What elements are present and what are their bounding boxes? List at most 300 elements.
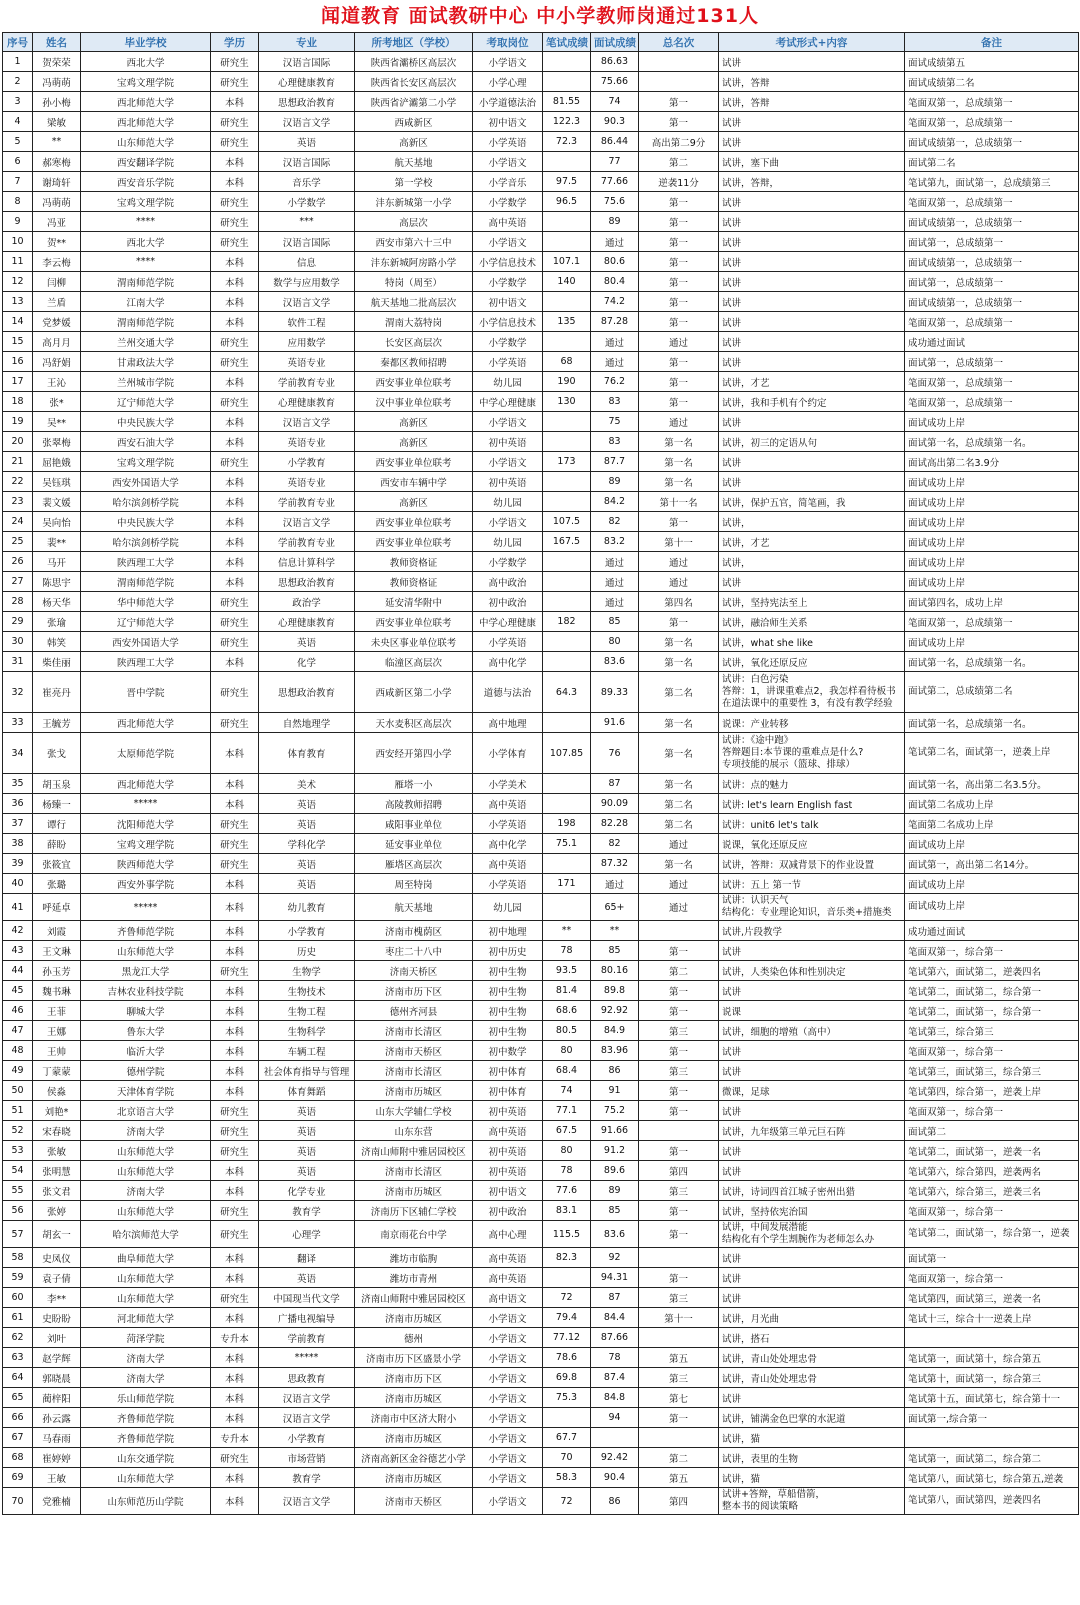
written-score-cell xyxy=(543,552,591,572)
name-cell: 王文琳 xyxy=(33,941,81,961)
table-row xyxy=(3,1201,1079,1221)
remark-cell: 笔试第四，综合第一，逆袭上岸 xyxy=(905,1081,1079,1101)
table-row xyxy=(3,612,1079,632)
major-cell: 英语专业 xyxy=(259,352,355,372)
school-cell: 济南大学 xyxy=(81,1348,211,1368)
name-cell: 呼延卓 xyxy=(33,894,81,921)
name-cell: 孙小梅 xyxy=(33,92,81,112)
school-cell: 西北师范大学 xyxy=(81,92,211,112)
exam-content-cell: 试讲，答辩：双减背景下的作业设置 xyxy=(719,854,905,874)
position-cell: 小学语文 xyxy=(473,232,543,252)
interview-score-cell: 92.92 xyxy=(591,1001,639,1021)
exam-content-cell: 试讲，才艺 xyxy=(719,372,905,392)
region-cell: 高新区 xyxy=(355,432,473,452)
position-cell: 小学英语 xyxy=(473,874,543,894)
name-cell: 张敏 xyxy=(33,1141,81,1161)
remark-cell: 笔面双第一，综合第一 xyxy=(905,1041,1079,1061)
name-cell: 王敏 xyxy=(33,1468,81,1488)
major-cell: 化学专业 xyxy=(259,1181,355,1201)
name-cell: 裴文媛 xyxy=(33,492,81,512)
name-cell: 张明慧 xyxy=(33,1161,81,1181)
interview-score-cell: 通过 xyxy=(591,592,639,612)
rank-cell: 第二 xyxy=(639,1448,719,1468)
region-cell: 西安经开第四小学 xyxy=(355,733,473,774)
exam-content-cell: 试讲， xyxy=(719,552,905,572)
school-cell: 西北大学 xyxy=(81,52,211,72)
name-cell: 吴向怡 xyxy=(33,512,81,532)
degree-cell: 本科 xyxy=(211,572,259,592)
remark-cell: 面试成绩第五 xyxy=(905,52,1079,72)
exam-content-cell: 试讲：点的魅力 xyxy=(719,774,905,794)
degree-cell: 研究生 xyxy=(211,52,259,72)
rank-cell: 通过 xyxy=(639,834,719,854)
rank-cell: 第一名 xyxy=(639,713,719,733)
remark-cell: 笔面第二名成功上岸 xyxy=(905,814,1079,834)
row-number: 44 xyxy=(3,961,33,981)
interview-score-cell: 74.2 xyxy=(591,292,639,312)
remark-cell: 笔面双第一，总成绩第一 xyxy=(905,92,1079,112)
row-number: 29 xyxy=(3,612,33,632)
position-cell: 小学美术 xyxy=(473,774,543,794)
exam-content-cell: 试讲 xyxy=(719,252,905,272)
region-cell: 济南市历城区 xyxy=(355,1081,473,1101)
table-row xyxy=(3,1428,1079,1448)
position-cell: 小学语文 xyxy=(473,412,543,432)
row-number: 19 xyxy=(3,412,33,432)
table-row xyxy=(3,774,1079,794)
exam-content-cell: 试讲 xyxy=(719,1388,905,1408)
major-cell: 英语 xyxy=(259,632,355,652)
written-score-cell: 80 xyxy=(543,1141,591,1161)
interview-score-cell: 75.66 xyxy=(591,72,639,92)
region-cell: 潍坊市临朐 xyxy=(355,1248,473,1268)
page-title: 闻道教育 面试教研中心 中小学教师岗通过131人 xyxy=(321,5,759,27)
written-score-cell: 83.1 xyxy=(543,1201,591,1221)
table-row xyxy=(3,572,1079,592)
row-number: 3 xyxy=(3,92,33,112)
school-cell: 华中师范大学 xyxy=(81,592,211,612)
remark-cell: 笔面双第一，总成绩第一 xyxy=(905,192,1079,212)
major-cell: 英语专业 xyxy=(259,472,355,492)
position-cell: 小学语文 xyxy=(473,1428,543,1448)
remark-cell: 面试第一，总成绩第一 xyxy=(905,232,1079,252)
school-cell: 河北师范大学 xyxy=(81,1308,211,1328)
school-cell: 陕西理工大学 xyxy=(81,652,211,672)
position-cell: 中学心理健康 xyxy=(473,612,543,632)
row-number: 13 xyxy=(3,292,33,312)
written-score-cell xyxy=(543,1268,591,1288)
table-row xyxy=(3,512,1079,532)
remark-cell: 面试第一，总成绩第一 xyxy=(905,272,1079,292)
table-row xyxy=(3,72,1079,92)
interview-score-cell: 89.8 xyxy=(591,981,639,1001)
position-cell: 高中英语 xyxy=(473,854,543,874)
region-cell: 济南市长清区 xyxy=(355,1161,473,1181)
name-cell: 马开 xyxy=(33,552,81,572)
school-cell: 聊城大学 xyxy=(81,1001,211,1021)
interview-score-cell: 91.6 xyxy=(591,713,639,733)
interview-score-cell: 85 xyxy=(591,1201,639,1221)
degree-cell: 本科 xyxy=(211,921,259,941)
interview-score-cell: 89 xyxy=(591,472,639,492)
name-cell: 崔婷婷 xyxy=(33,1448,81,1468)
row-number: 35 xyxy=(3,774,33,794)
interview-score-cell: 76.2 xyxy=(591,372,639,392)
row-number: 32 xyxy=(3,672,33,713)
school-cell: 兰州交通大学 xyxy=(81,332,211,352)
degree-cell: 本科 xyxy=(211,472,259,492)
table-row xyxy=(3,921,1079,941)
degree-cell: 本科 xyxy=(211,1348,259,1368)
exam-content-cell: 试讲 xyxy=(719,52,905,72)
region-cell: 济南高新区金谷德艺小学 xyxy=(355,1448,473,1468)
interview-score-cell: 86 xyxy=(591,1488,639,1515)
degree-cell: 本科 xyxy=(211,794,259,814)
exam-content-cell: 试讲，我和手机有个约定 xyxy=(719,392,905,412)
row-number: 40 xyxy=(3,874,33,894)
region-cell: 济南市历城区 xyxy=(355,1428,473,1448)
school-cell: 山东师范大学 xyxy=(81,1161,211,1181)
region-cell: 陕西省灞桥区高层次 xyxy=(355,52,473,72)
school-cell: 山东师范大学 xyxy=(81,1201,211,1221)
name-cell: 梁敏 xyxy=(33,112,81,132)
interview-score-cell: 76 xyxy=(591,733,639,774)
region-cell: 未央区事业单位联考 xyxy=(355,632,473,652)
degree-cell: 研究生 xyxy=(211,1221,259,1248)
row-number: 65 xyxy=(3,1388,33,1408)
school-cell: 渭南师范学院 xyxy=(81,272,211,292)
row-number: 4 xyxy=(3,112,33,132)
exam-content-cell: 微课，足球 xyxy=(719,1081,905,1101)
row-number: 51 xyxy=(3,1101,33,1121)
position-cell: 小学数学 xyxy=(473,552,543,572)
exam-content-cell: 试讲，what she like xyxy=(719,632,905,652)
rank-cell: 第四名 xyxy=(639,592,719,612)
rank-cell: 第一 xyxy=(639,1101,719,1121)
table-row xyxy=(3,1248,1079,1268)
remark-cell: 面试第四名，成功上岸 xyxy=(905,592,1079,612)
interview-score-cell: 91.66 xyxy=(591,1121,639,1141)
school-cell: 宝鸡文理学院 xyxy=(81,834,211,854)
row-number: 47 xyxy=(3,1021,33,1041)
position-cell: 小学数学 xyxy=(473,332,543,352)
written-score-cell: 78 xyxy=(543,941,591,961)
rank-cell: 第一 xyxy=(639,1201,719,1221)
row-number: 55 xyxy=(3,1181,33,1201)
exam-content-cell: 试讲，青山处处埋忠骨 xyxy=(719,1368,905,1388)
school-cell: 德州学院 xyxy=(81,1061,211,1081)
school-cell: **** xyxy=(81,252,211,272)
region-cell: 济南市长清区 xyxy=(355,1021,473,1041)
degree-cell: 本科 xyxy=(211,152,259,172)
remark-cell: 笔试第三，综合第三 xyxy=(905,1021,1079,1041)
major-cell: 心理健康教育 xyxy=(259,392,355,412)
region-cell: 济南市天桥区 xyxy=(355,1041,473,1061)
position-cell: 小学体育 xyxy=(473,733,543,774)
school-cell: 西安音乐学院 xyxy=(81,172,211,192)
exam-content-cell: 说课，氧化还原反应 xyxy=(719,834,905,854)
row-number: 34 xyxy=(3,733,33,774)
rank-cell: 第一 xyxy=(639,312,719,332)
exam-content-cell: 试讲，坚持依宪治国 xyxy=(719,1201,905,1221)
exam-content-cell: 试讲，表里的生物 xyxy=(719,1448,905,1468)
major-cell: 英语 xyxy=(259,794,355,814)
name-cell: 张翠梅 xyxy=(33,432,81,452)
name-cell: ** xyxy=(33,132,81,152)
remark-cell: 面试成功上岸 xyxy=(905,552,1079,572)
degree-cell: 本科 xyxy=(211,92,259,112)
name-cell: 屈艳娥 xyxy=(33,452,81,472)
remark-cell: 笔面双第一，总成绩第一 xyxy=(905,112,1079,132)
rank-cell xyxy=(639,52,719,72)
position-cell: 初中语文 xyxy=(473,1181,543,1201)
rank-cell: 第一 xyxy=(639,92,719,112)
table-row xyxy=(3,1388,1079,1408)
school-cell: 西北师范大学 xyxy=(81,774,211,794)
name-cell: 马春雨 xyxy=(33,1428,81,1448)
degree-cell: 研究生 xyxy=(211,1121,259,1141)
written-score-cell xyxy=(543,152,591,172)
table-row xyxy=(3,492,1079,512)
remark-cell: 笔试十三，综合十一逆袭上岸 xyxy=(905,1308,1079,1328)
exam-content-cell: 试讲 xyxy=(719,1268,905,1288)
position-cell: 小学语文 xyxy=(473,512,543,532)
major-cell: 翻译 xyxy=(259,1248,355,1268)
rank-cell xyxy=(639,1328,719,1348)
degree-cell: 本科 xyxy=(211,1041,259,1061)
remark-cell: 笔面双第一，总成绩第一 xyxy=(905,372,1079,392)
degree-cell: 本科 xyxy=(211,412,259,432)
col-header: 所考地区（学校） xyxy=(355,33,473,52)
written-score-cell: 97.5 xyxy=(543,172,591,192)
table-row xyxy=(3,112,1079,132)
exam-content-cell: 试讲 xyxy=(719,132,905,152)
rank-cell: 第一 xyxy=(639,941,719,961)
interview-score-cell xyxy=(591,1428,639,1448)
degree-cell: 研究生 xyxy=(211,112,259,132)
region-cell: 济南市天桥区 xyxy=(355,1488,473,1515)
remark-cell: 面试第一，高出第二名14分。 xyxy=(905,854,1079,874)
col-header: 备注 xyxy=(905,33,1079,52)
row-number: 57 xyxy=(3,1221,33,1248)
major-cell: ***** xyxy=(259,1348,355,1368)
exam-content-cell: 试讲 xyxy=(719,1061,905,1081)
exam-content-cell: 试讲 xyxy=(719,472,905,492)
name-cell: 王帅 xyxy=(33,1041,81,1061)
school-cell: 临沂大学 xyxy=(81,1041,211,1061)
interview-score-cell: 86 xyxy=(591,1061,639,1081)
position-cell: 小学语文 xyxy=(473,1308,543,1328)
table-row xyxy=(3,552,1079,572)
remark-cell: 面试成绩第一，总成绩第一 xyxy=(905,132,1079,152)
name-cell: 兰盾 xyxy=(33,292,81,312)
name-cell: 吴钰琪 xyxy=(33,472,81,492)
rank-cell xyxy=(639,1121,719,1141)
rank-cell: 第一 xyxy=(639,1268,719,1288)
written-score-cell: 135 xyxy=(543,312,591,332)
remark-cell: 笔试第二，面试第一，综合第一 xyxy=(905,1001,1079,1021)
school-cell: 西北大学 xyxy=(81,232,211,252)
region-cell: 西安事业单位联考 xyxy=(355,612,473,632)
position-cell: 小学语文 xyxy=(473,1488,543,1515)
rank-cell: 第一 xyxy=(639,512,719,532)
rank-cell: 第一名 xyxy=(639,774,719,794)
exam-content-cell: 试讲，诗词四首江城子密州出猎 xyxy=(719,1181,905,1201)
position-cell: 小学数学 xyxy=(473,192,543,212)
interview-score-cell: 77 xyxy=(591,152,639,172)
position-cell: 小学语文 xyxy=(473,452,543,472)
school-cell: 哈尔滨剑桥学院 xyxy=(81,492,211,512)
school-cell: 西安外国语大学 xyxy=(81,632,211,652)
rank-cell: 第二名 xyxy=(639,672,719,713)
name-cell: 郝寒梅 xyxy=(33,152,81,172)
name-cell: 宋春晓 xyxy=(33,1121,81,1141)
major-cell: 汉语言文学 xyxy=(259,1408,355,1428)
table-row xyxy=(3,1348,1079,1368)
position-cell: 初中生物 xyxy=(473,1001,543,1021)
interview-score-cell: 92 xyxy=(591,1248,639,1268)
major-cell: 音乐学 xyxy=(259,172,355,192)
rank-cell: 第一 xyxy=(639,272,719,292)
table-row xyxy=(3,92,1079,112)
remark-cell: 面试成功上岸 xyxy=(905,492,1079,512)
exam-content-cell: 试讲，猫 xyxy=(719,1468,905,1488)
region-cell: 济南市长清区 xyxy=(355,1061,473,1081)
row-number: 14 xyxy=(3,312,33,332)
written-score-cell xyxy=(543,292,591,312)
col-header: 学历 xyxy=(211,33,259,52)
position-cell: 小学心理 xyxy=(473,72,543,92)
region-cell: 第一学校 xyxy=(355,172,473,192)
school-cell: 西北师范大学 xyxy=(81,713,211,733)
table-row xyxy=(3,472,1079,492)
written-score-cell xyxy=(543,632,591,652)
name-cell: 刘霞 xyxy=(33,921,81,941)
position-cell: 高中地理 xyxy=(473,713,543,733)
school-cell: 鲁东大学 xyxy=(81,1021,211,1041)
region-cell: 西安事业单位联考 xyxy=(355,512,473,532)
written-score-cell xyxy=(543,774,591,794)
exam-content-cell: 试讲 xyxy=(719,352,905,372)
degree-cell: 研究生 xyxy=(211,1201,259,1221)
school-cell: 济南大学 xyxy=(81,1368,211,1388)
written-score-cell xyxy=(543,432,591,452)
name-cell: 张璐 xyxy=(33,874,81,894)
row-number: 1 xyxy=(3,52,33,72)
school-cell: 西北师范大学 xyxy=(81,112,211,132)
degree-cell: 本科 xyxy=(211,1248,259,1268)
row-number: 10 xyxy=(3,232,33,252)
degree-cell: 研究生 xyxy=(211,834,259,854)
remark-cell: 笔面双第一，总成绩第一 xyxy=(905,392,1079,412)
interview-score-cell: 通过 xyxy=(591,232,639,252)
exam-content-cell: 试讲 xyxy=(719,1288,905,1308)
position-cell: 中学心理健康 xyxy=(473,392,543,412)
school-cell: 西安外国语大学 xyxy=(81,472,211,492)
table-row xyxy=(3,352,1079,372)
row-number: 56 xyxy=(3,1201,33,1221)
major-cell: 汉语言文学 xyxy=(259,512,355,532)
position-cell: 高中语文 xyxy=(473,1288,543,1308)
school-cell: 山东师范大学 xyxy=(81,1141,211,1161)
remark-cell: 成功通过面试 xyxy=(905,332,1079,352)
major-cell: 英语 xyxy=(259,874,355,894)
written-score-cell: 82.3 xyxy=(543,1248,591,1268)
position-cell: 小学英语 xyxy=(473,814,543,834)
written-score-cell: 107.5 xyxy=(543,512,591,532)
school-cell: 山东师范大学 xyxy=(81,941,211,961)
remark-cell: 笔面双第一，综合第一 xyxy=(905,1201,1079,1221)
region-cell: 延安清华附中 xyxy=(355,592,473,612)
table-row xyxy=(3,1288,1079,1308)
position-cell: 高中化学 xyxy=(473,652,543,672)
region-cell: 山东东营 xyxy=(355,1121,473,1141)
rank-cell: 第二 xyxy=(639,961,719,981)
position-cell: 高中心理 xyxy=(473,1221,543,1248)
remark-cell: 面试成功上岸 xyxy=(905,412,1079,432)
position-cell: 初中生物 xyxy=(473,981,543,1001)
written-score-cell: 67.5 xyxy=(543,1121,591,1141)
written-score-cell xyxy=(543,713,591,733)
major-cell: 中国现当代文学 xyxy=(259,1288,355,1308)
row-number: 37 xyxy=(3,814,33,834)
region-cell: 济南市中区济大附小 xyxy=(355,1408,473,1428)
region-cell: 航天基地 xyxy=(355,894,473,921)
name-cell: 高月月 xyxy=(33,332,81,352)
school-cell: 齐鲁师范学院 xyxy=(81,1408,211,1428)
row-number: 17 xyxy=(3,372,33,392)
major-cell: 汉语言国际 xyxy=(259,52,355,72)
position-cell: 小学语文 xyxy=(473,1368,543,1388)
name-cell: 冯萌萌 xyxy=(33,192,81,212)
major-cell: 英语专业 xyxy=(259,432,355,452)
exam-content-cell: 说课 xyxy=(719,1001,905,1021)
remark-cell xyxy=(905,1328,1079,1348)
exam-content-cell: 试讲：《途中跑》 答辩题目:本节课的重难点是什么? 专项技能的展示（篮球、排球） xyxy=(719,733,905,774)
written-score-cell: 70 xyxy=(543,1448,591,1468)
degree-cell: 研究生 xyxy=(211,232,259,252)
table-row xyxy=(3,894,1079,921)
written-score-cell: 77.12 xyxy=(543,1328,591,1348)
name-cell: 魏书琳 xyxy=(33,981,81,1001)
rank-cell: 第一名 xyxy=(639,632,719,652)
interview-score-cell: 94 xyxy=(591,1408,639,1428)
region-cell: 周至特岗 xyxy=(355,874,473,894)
name-cell: 党雅楠 xyxy=(33,1488,81,1515)
position-cell: 小学信息技术 xyxy=(473,312,543,332)
school-cell: 乐山师范学院 xyxy=(81,1388,211,1408)
degree-cell: 研究生 xyxy=(211,452,259,472)
rank-cell: 第一 xyxy=(639,212,719,232)
name-cell: 谭行 xyxy=(33,814,81,834)
major-cell: 思政教育 xyxy=(259,1368,355,1388)
degree-cell: 本科 xyxy=(211,1021,259,1041)
degree-cell: 研究生 xyxy=(211,961,259,981)
school-cell: 西安翻译学院 xyxy=(81,152,211,172)
written-score-cell xyxy=(543,472,591,492)
remark-cell: 笔试第八，面试第七，综合第五,逆袭 xyxy=(905,1468,1079,1488)
degree-cell: 研究生 xyxy=(211,72,259,92)
school-cell: 哈尔滨剑桥学院 xyxy=(81,532,211,552)
exam-content-cell: 试讲：unit6 let's talk xyxy=(719,814,905,834)
col-header: 考试形式+内容 xyxy=(719,33,905,52)
row-number: 68 xyxy=(3,1448,33,1468)
degree-cell: 研究生 xyxy=(211,854,259,874)
major-cell: 英语 xyxy=(259,814,355,834)
name-cell: 杨臻一 xyxy=(33,794,81,814)
col-header: 毕业学校 xyxy=(81,33,211,52)
name-cell: 郭晓晨 xyxy=(33,1368,81,1388)
